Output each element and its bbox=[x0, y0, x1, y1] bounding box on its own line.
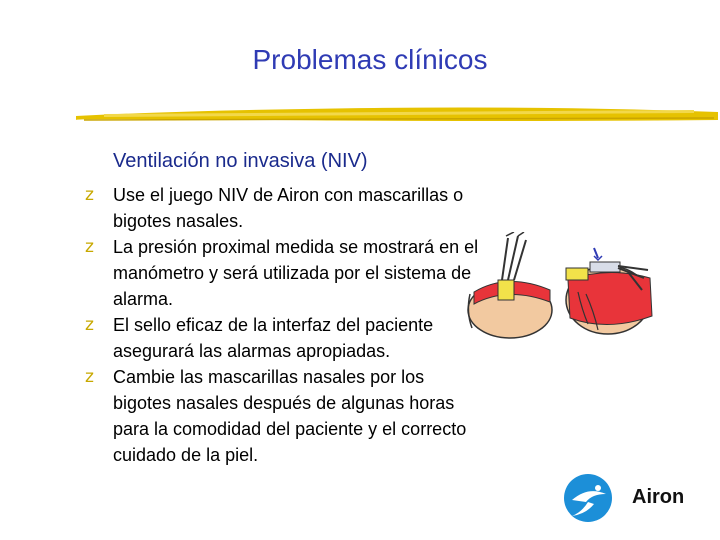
bullet-icon: z bbox=[85, 185, 94, 205]
brand-name: Airon bbox=[632, 486, 685, 508]
bullet-icon: z bbox=[85, 315, 94, 335]
bullet-text: El sello eficaz de la interfaz del paciente asegurará las alarmas apropiadas. bbox=[113, 315, 434, 361]
airon-logo-icon bbox=[552, 468, 624, 528]
slide-title: Problemas clínicos bbox=[252, 44, 488, 75]
list-item bbox=[85, 312, 485, 364]
section-subtitle: Ventilación no invasiva (NIV) bbox=[113, 150, 368, 172]
list-item bbox=[85, 182, 485, 234]
bullet-icon: z bbox=[85, 237, 94, 257]
list-item bbox=[85, 364, 485, 468]
bullet-icon: z bbox=[85, 367, 94, 387]
bullet-text: Cambie las mascarillas nasales por los bigotes nasales después de algunas horas para la comodidad del paciente y el correcto cuidado de la piel. bbox=[113, 367, 467, 465]
list-item bbox=[85, 234, 485, 312]
bullet-list bbox=[85, 182, 485, 468]
title-underline bbox=[74, 100, 720, 128]
bullet-text: La presión proximal medida se mostrará en el manómetro y será utilizada por el sistema de alarma. bbox=[113, 237, 479, 309]
bullet-text: Use el juego NIV de Airon con mascarillas o bigotes nasales. bbox=[113, 185, 464, 231]
nasal-mask-illustration bbox=[458, 232, 668, 342]
